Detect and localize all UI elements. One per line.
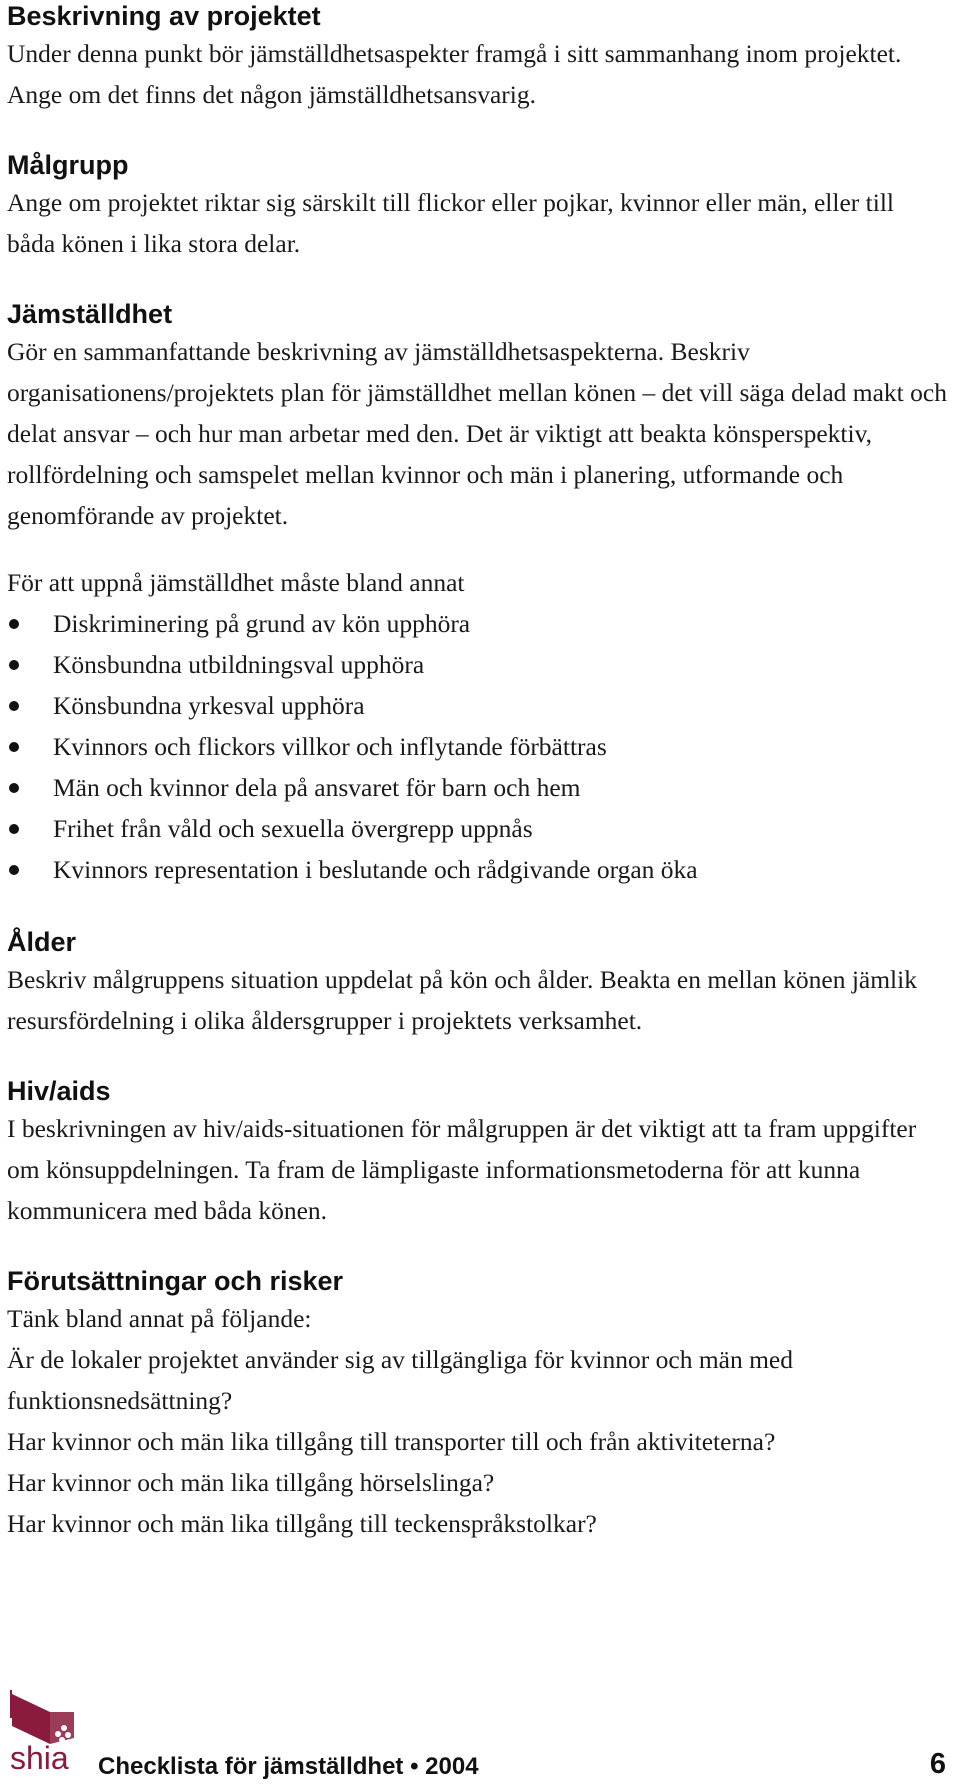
section-age [7,926,947,1041]
equality-goals-list [7,603,947,890]
page-number: 6 [929,1748,946,1780]
section-text: Har kvinnor och män lika tillgång hörselslinga? [7,1468,495,1497]
section-heading: Beskrivning av projektet [7,1,321,31]
page-footer [10,1690,950,1780]
shia-logo [10,1690,86,1780]
section-gender-equality [7,298,947,890]
section-text: Ange om projektet riktar sig särskilt till flickor eller pojkar, kvinnor eller män, eller till båda könen i lika stora delar. [7,188,894,258]
section-text: Gör en sammanfattande beskrivning av jämställdhetsaspekterna. Beskriv organisationens/projektets plan för jämställdhet mellan könen – det vill säga delad makt och delat ansvar – och hur man arbetar med den. Det är viktigt att beakta könsperspektiv, rollfördelning och samspelet mellan kvinnor och män i planering, utformande och genomförande av projektet. [7,337,947,530]
document-page [7,0,947,1544]
list-item: Män och kvinnor dela på ansvaret för barn och hem [7,767,947,808]
bullet-icon [9,619,19,629]
section-text: Har kvinnor och män lika tillgång till teckenspråkstolkar? [7,1509,597,1538]
bullet-icon [9,660,19,670]
list-item: Könsbundna utbildningsval upphöra [7,644,947,685]
bullet-icon [9,701,19,711]
logo-text: shia [10,1740,69,1776]
bullet-icon [9,783,19,793]
section-project-description [7,0,947,115]
section-text: I beskrivningen av hiv/aids-situationen för målgruppen är det viktigt att ta fram uppgifter om könsuppdelningen. Ta fram de lämpligaste informationsmetoderna för att kunna kommunicera med båda könen. [7,1114,917,1225]
section-heading: Hiv/aids [7,1076,111,1106]
section-prerequisites-risks [7,1265,947,1544]
list-item: Kvinnors representation i beslutande och rådgivande organ öka [7,849,947,890]
footer-title: Checklista för jämställdhet • 2004 [98,1753,479,1780]
section-text: Har kvinnor och män lika tillgång till transporter till och från aktiviteterna? [7,1427,776,1456]
section-heading: Jämställdhet [7,299,173,329]
list-item: Frihet från våld och sexuella övergrepp uppnås [7,808,947,849]
list-item: Diskriminering på grund av kön upphöra [7,603,947,644]
section-target-group [7,149,947,264]
list-item: Kvinnors och flickors villkor och inflytande förbättras [7,726,947,767]
section-heading: Målgrupp [7,150,129,180]
bullet-icon [9,742,19,752]
section-text: Tänk bland annat på följande: [7,1304,312,1333]
bullet-icon [9,824,19,834]
list-item: Könsbundna yrkesval upphöra [7,685,947,726]
section-heading: Förutsättningar och risker [7,1266,344,1296]
section-text: Under denna punkt bör jämställdhetsaspekter framgå i sitt sammanhang inom projektet. Ange om det finns det någon jämställdhetsansvarig. [7,39,902,109]
section-hiv-aids [7,1075,947,1231]
section-heading: Ålder [7,927,77,957]
bullet-icon [9,865,19,875]
section-text: Är de lokaler projektet använder sig av tillgängliga för kvinnor och män med funktionsnedsättning? [7,1345,794,1415]
section-text: Beskriv målgruppens situation uppdelat på kön och ålder. Beakta en mellan könen jämlik resursfördelning i olika åldersgrupper i projektets verksamhet. [7,965,917,1035]
list-intro: För att uppnå jämställdhet måste bland annat [7,568,465,597]
